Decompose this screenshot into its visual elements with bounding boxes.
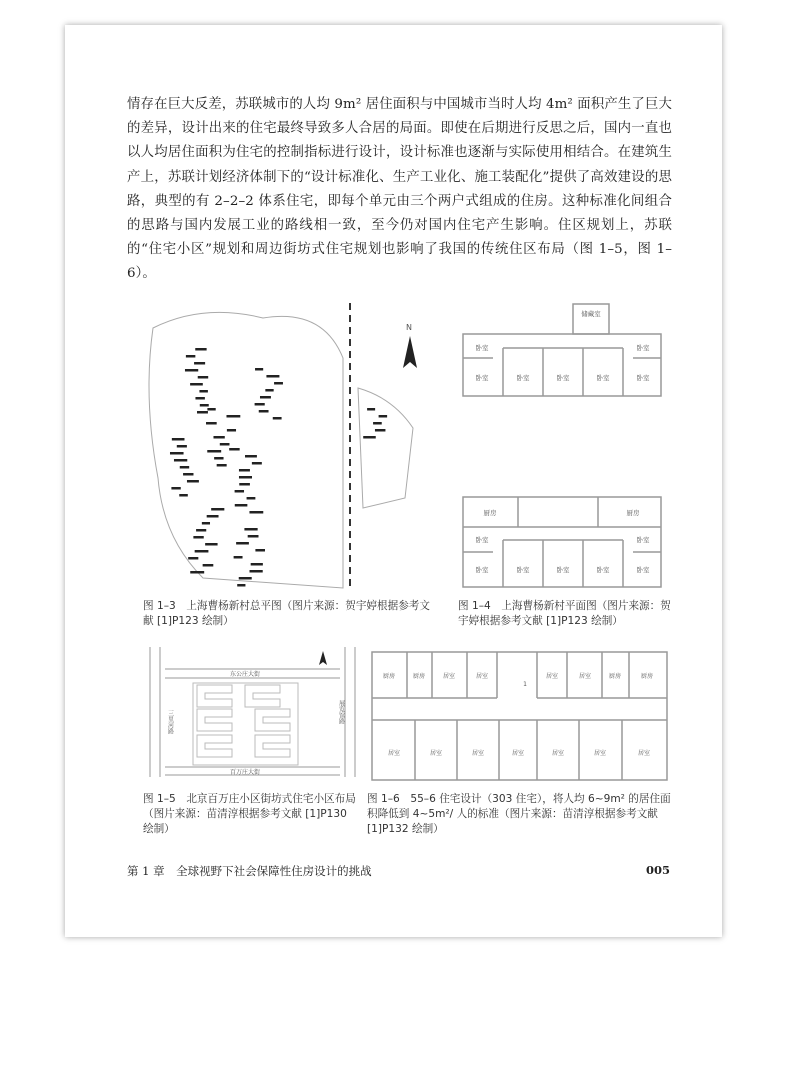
room-label: 卧室 xyxy=(636,536,650,544)
building-block xyxy=(239,483,250,486)
room-label: 厨房 xyxy=(626,509,640,517)
building-block xyxy=(177,445,187,448)
building-block xyxy=(375,429,385,432)
building-block xyxy=(172,438,185,441)
road-label: 三里河路 xyxy=(166,710,174,734)
building-block xyxy=(379,415,388,418)
building-block xyxy=(273,417,282,420)
building-block xyxy=(260,396,271,399)
book-page xyxy=(65,25,722,937)
building-block xyxy=(274,382,283,385)
building-block xyxy=(226,415,240,418)
building-block xyxy=(239,476,252,479)
road-label: 东公庄大街 xyxy=(229,671,261,678)
chapter-footer: 第 1 章 全球视野下社会保障性住房设计的挑战 xyxy=(127,864,372,878)
building-block xyxy=(183,473,193,476)
building-block xyxy=(255,735,290,757)
paragraph: 情存在巨大反差，苏联城市的人均 9m² 居住面积与中国城市当时人均 4m² 面积产生了巨大的差异，设计出来的住宅最终导致多人合居的局面。即使在后期进行反思之后，国内一直也以人均居住面积为住宅的控制指标进行设计，设计标准也逐渐与实际使用相结合。在建筑生产上，苏联计划经济体制下的“设计标准化、生产工业化、施工装配化”提供了高效建设的思路，典型的有 2–2–2 体系住宅，即每个单元由三个两户式组成的住房。这种标准化间组合的思路与国内发展工业的路线相一致，至今仍对国内住宅产生影响。住区规划上，苏联的“住宅小区”规划和周边街坊式住宅规划也影响了我国的传统住区布局（图 1–5，图 1–6）。 xyxy=(127,97,672,282)
building-block xyxy=(255,368,263,371)
page-number: 005 xyxy=(645,863,670,877)
room-label: 卧室 xyxy=(636,374,650,382)
building-block xyxy=(217,464,227,467)
building-block xyxy=(235,504,248,507)
building-block xyxy=(179,494,188,497)
room-label: 厨房 xyxy=(608,673,622,680)
room-label: 卧室 xyxy=(596,374,610,382)
building-block xyxy=(194,362,205,365)
building-block xyxy=(245,685,280,707)
building-block xyxy=(265,389,273,392)
building-block xyxy=(239,469,250,472)
building-block xyxy=(244,528,257,531)
room-label: 居室 xyxy=(637,750,651,757)
building-block xyxy=(205,543,217,546)
building-block xyxy=(249,511,263,514)
room-label: 储藏室 xyxy=(581,310,601,318)
room-label: 厨房 xyxy=(483,509,497,517)
room-label: 卧室 xyxy=(475,566,489,574)
building-block xyxy=(213,436,224,439)
building-block xyxy=(214,457,223,460)
figure-1-6-caption: 图 1–6 55–6 住宅设计（303 住宅），将人均 6~9m² 的居住面积降低到 4~5m²/ 人的标准（图片来源：苗清淳根据参考文献 [1]P132 绘制） xyxy=(367,793,671,835)
stair-number: 1 xyxy=(523,681,527,688)
road-label: 展览馆路 xyxy=(337,700,345,724)
building-block xyxy=(198,376,208,379)
building-block xyxy=(193,536,203,539)
room-label: 居室 xyxy=(545,673,559,680)
building-block xyxy=(186,355,195,358)
room-label: 卧室 xyxy=(516,374,530,382)
building-block xyxy=(203,564,214,567)
building-block xyxy=(197,685,232,707)
room-label: 居室 xyxy=(471,750,485,757)
building-block xyxy=(197,411,208,414)
building-block xyxy=(187,480,199,483)
road-label: 百万庄大街 xyxy=(229,769,261,776)
building-block xyxy=(227,429,236,432)
room-label: 居室 xyxy=(429,750,443,757)
building-block xyxy=(220,443,230,446)
building-block xyxy=(196,529,206,532)
building-block xyxy=(363,436,376,439)
building-block xyxy=(251,563,263,566)
room-label: 卧室 xyxy=(475,374,489,382)
building-block xyxy=(237,584,245,587)
building-block xyxy=(170,452,184,455)
building-block xyxy=(195,397,204,400)
north-arrow-icon xyxy=(403,336,417,368)
north-arrow-icon xyxy=(319,651,327,665)
building-block xyxy=(259,410,269,413)
figure-1-5-block-layout xyxy=(145,647,360,777)
building-block xyxy=(255,403,265,406)
building-block xyxy=(197,709,232,731)
figure-1-5-caption: 图 1–5 北京百万庄小区街坊式住宅小区布局（图片来源：苗清淳根据参考文献 [1]P130 绘制） xyxy=(143,793,356,835)
building-block xyxy=(367,408,375,411)
building-block xyxy=(190,383,203,386)
room-label: 居室 xyxy=(387,750,401,757)
building-block xyxy=(245,455,257,458)
building-block xyxy=(207,515,219,518)
room-label: 卧室 xyxy=(596,566,610,574)
room-label: 厨房 xyxy=(640,673,654,680)
building-block xyxy=(235,490,244,493)
room-label: 居室 xyxy=(475,673,489,680)
building-block xyxy=(250,570,263,573)
room-label: 居室 xyxy=(578,673,592,680)
building-block xyxy=(234,556,243,559)
room-label: 卧室 xyxy=(636,344,650,352)
building-block xyxy=(252,462,262,465)
building-block xyxy=(206,422,217,425)
north-label: N xyxy=(406,323,412,332)
building-block xyxy=(188,557,198,560)
room-label: 卧室 xyxy=(475,536,489,544)
room-label: 厨房 xyxy=(382,673,396,680)
building-block xyxy=(266,375,279,378)
figure-1-4-caption: 图 1–4 上海曹杨新村平面图（图片来源：贺宇婷根据参考文献 [1]P123 绘制） xyxy=(458,600,671,627)
figure-1-4-floor-plans xyxy=(458,300,668,590)
figure-1-3-caption: 图 1–3 上海曹杨新村总平图（图片来源：贺宇婷根据参考文献 [1]P123 绘制） xyxy=(143,600,430,627)
building-block xyxy=(255,709,290,731)
building-block xyxy=(229,448,239,451)
room-label: 卧室 xyxy=(556,566,570,574)
building-block xyxy=(248,535,259,538)
building-block xyxy=(207,450,221,453)
building-block xyxy=(236,542,249,545)
building-block xyxy=(247,497,256,500)
building-block xyxy=(197,735,232,757)
body-text xyxy=(127,93,672,287)
building-block xyxy=(195,550,209,553)
room-label: 卧室 xyxy=(556,374,570,382)
building-block xyxy=(211,508,224,511)
building-block xyxy=(185,369,198,372)
room-label: 居室 xyxy=(511,750,525,757)
room-label: 居室 xyxy=(551,750,565,757)
building-block xyxy=(190,571,204,574)
building-block xyxy=(180,466,189,469)
building-block xyxy=(200,404,209,407)
room-label: 卧室 xyxy=(636,566,650,574)
room-label: 居室 xyxy=(593,750,607,757)
building-block xyxy=(373,422,382,425)
building-block xyxy=(195,348,206,351)
building-block xyxy=(171,487,180,490)
building-block xyxy=(202,522,210,525)
building-block xyxy=(199,390,207,393)
building-block xyxy=(239,577,252,580)
room-label: 卧室 xyxy=(475,344,489,352)
room-label: 厨房 xyxy=(412,673,426,680)
room-label: 居室 xyxy=(442,673,456,680)
building-block xyxy=(174,459,187,462)
building-block xyxy=(255,549,265,552)
figure-1-3-site-plan xyxy=(143,298,443,590)
room-label: 卧室 xyxy=(516,566,530,574)
figure-1-6-floor-plan xyxy=(367,650,672,782)
building-block xyxy=(207,408,215,411)
